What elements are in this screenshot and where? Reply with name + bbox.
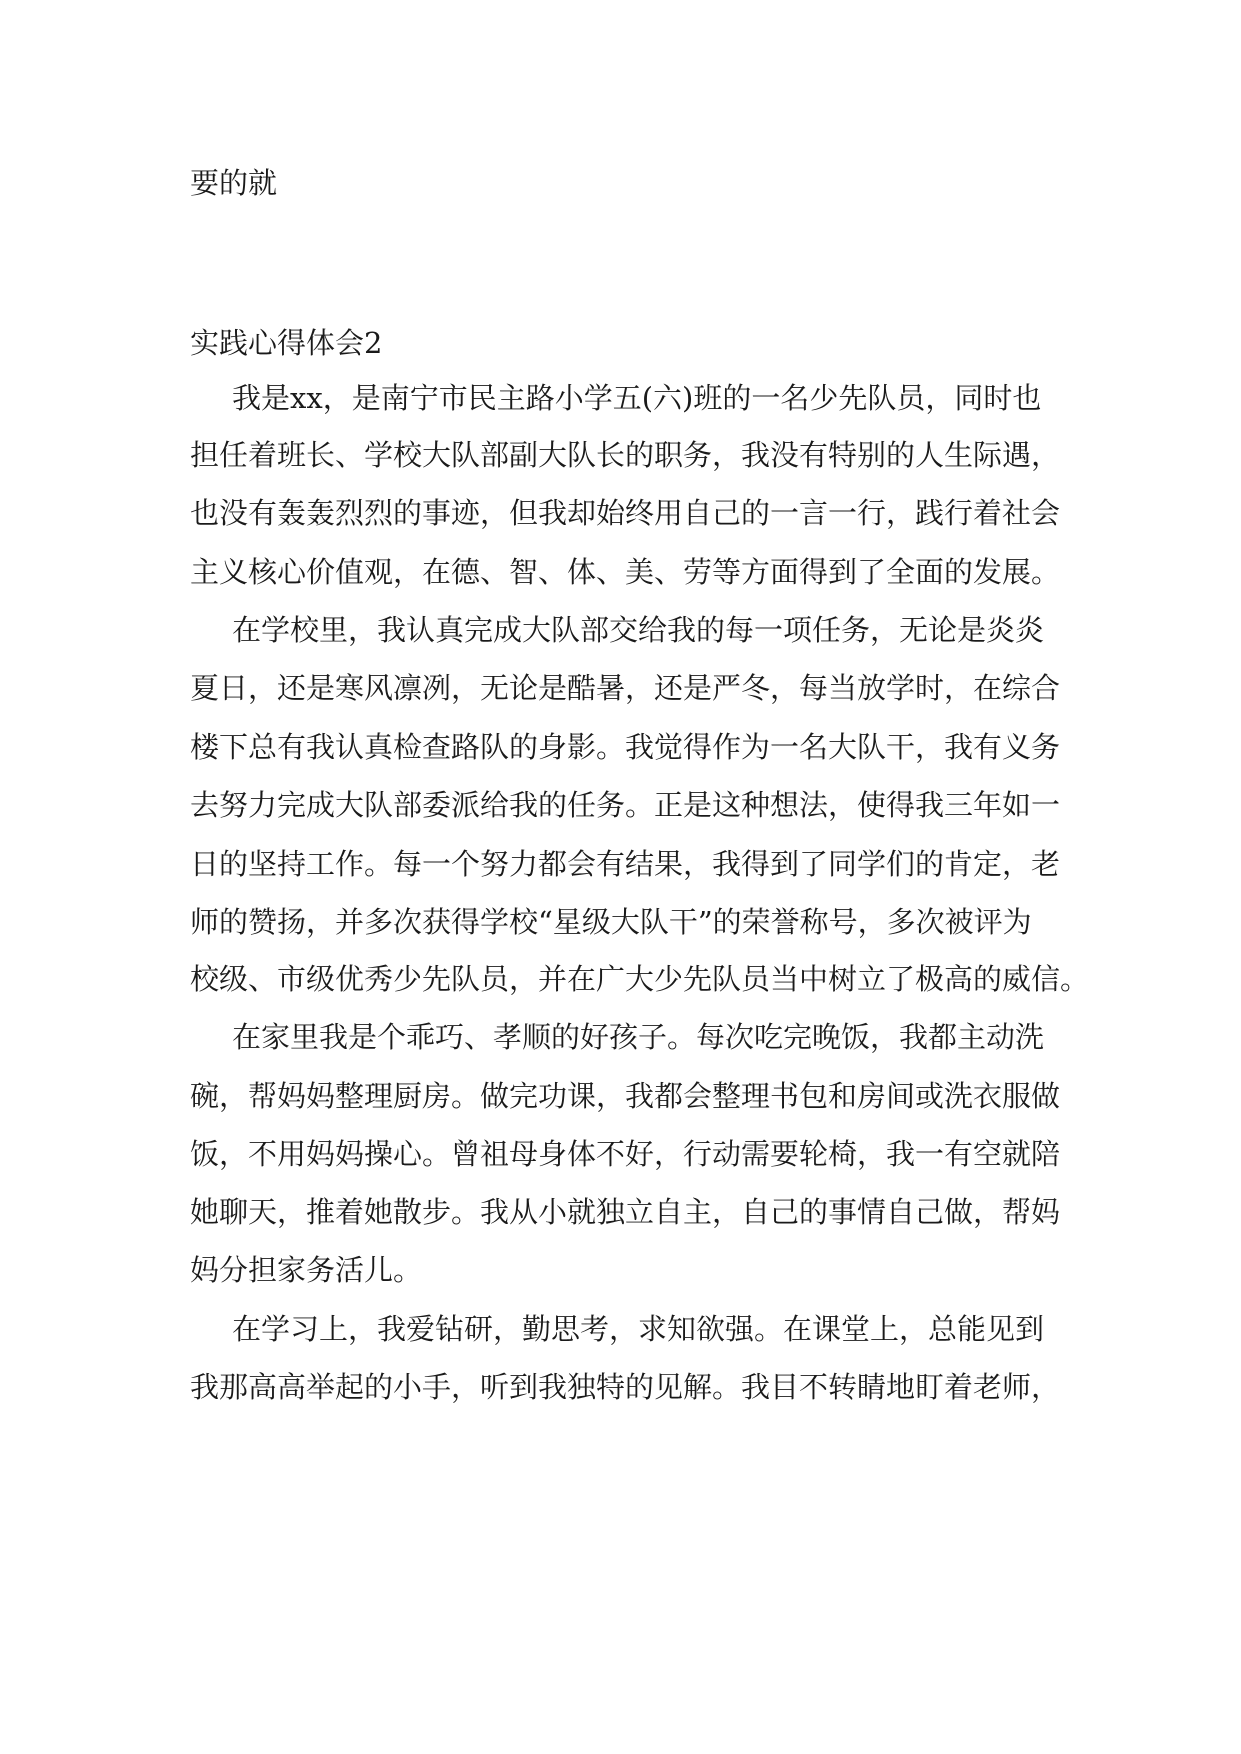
paragraph-line: 在学校里，我认真完成大队部交给我的每一项任务，无论是炎炎: [232, 613, 1045, 647]
paragraph-line: 妈分担家务活儿。: [190, 1253, 423, 1287]
paragraph-line: 楼下总有我认真检查路队的身影。我觉得作为一名大队干，我有义务: [190, 730, 1061, 764]
paragraph-line: 我那高高举起的小手，听到我独特的见解。我目不转睛地盯着老师，: [190, 1370, 1061, 1404]
section-heading: 实践心得体会2: [190, 326, 383, 360]
paragraph-line: 师的赞扬，并多次获得学校“星级大队干”的荣誉称号，多次被评为: [190, 905, 1032, 939]
paragraph-line: 校级、市级优秀少先队员，并在广大少先队员当中树立了极高的威信。: [190, 962, 1090, 996]
paragraph-line: 主义核心价值观，在德、智、体、美、劳等方面得到了全面的发展。: [190, 555, 1061, 589]
paragraph-line: 碗，帮妈妈整理厨房。做完功课，我都会整理书包和房间或洗衣服做: [190, 1079, 1061, 1113]
paragraph-line: 她聊天，推着她散步。我从小就独立自主，自己的事情自己做，帮妈: [190, 1195, 1061, 1229]
paragraph-line: 在家里我是个乖巧、孝顺的好孩子。每次吃完晚饭，我都主动洗: [232, 1020, 1045, 1054]
fragment-text: 要的就: [190, 166, 278, 200]
paragraph-line: 我是xx，是南宁市民主路小学五(六)班的一名少先队员，同时也: [232, 381, 1042, 415]
paragraph-line: 在学习上，我爱钻研，勤思考，求知欲强。在课堂上，总能见到: [232, 1312, 1045, 1346]
paragraph-line: 日的坚持工作。每一个努力都会有结果，我得到了同学们的肯定，老: [190, 847, 1061, 881]
paragraph-line: 也没有轰轰烈烈的事迹，但我却始终用自己的一言一行，践行着社会: [190, 496, 1061, 530]
paragraph-line: 夏日，还是寒风凛冽，无论是酷暑，还是严冬，每当放学时，在综合: [190, 671, 1061, 705]
paragraph-line: 饭，不用妈妈操心。曾祖母身体不好，行动需要轮椅，我一有空就陪: [190, 1137, 1061, 1171]
paragraph-line: 去努力完成大队部委派给我的任务。正是这种想法，使得我三年如一: [190, 788, 1061, 822]
paragraph-line: 担任着班长、学校大队部副大队长的职务，我没有特别的人生际遇，: [190, 438, 1061, 472]
